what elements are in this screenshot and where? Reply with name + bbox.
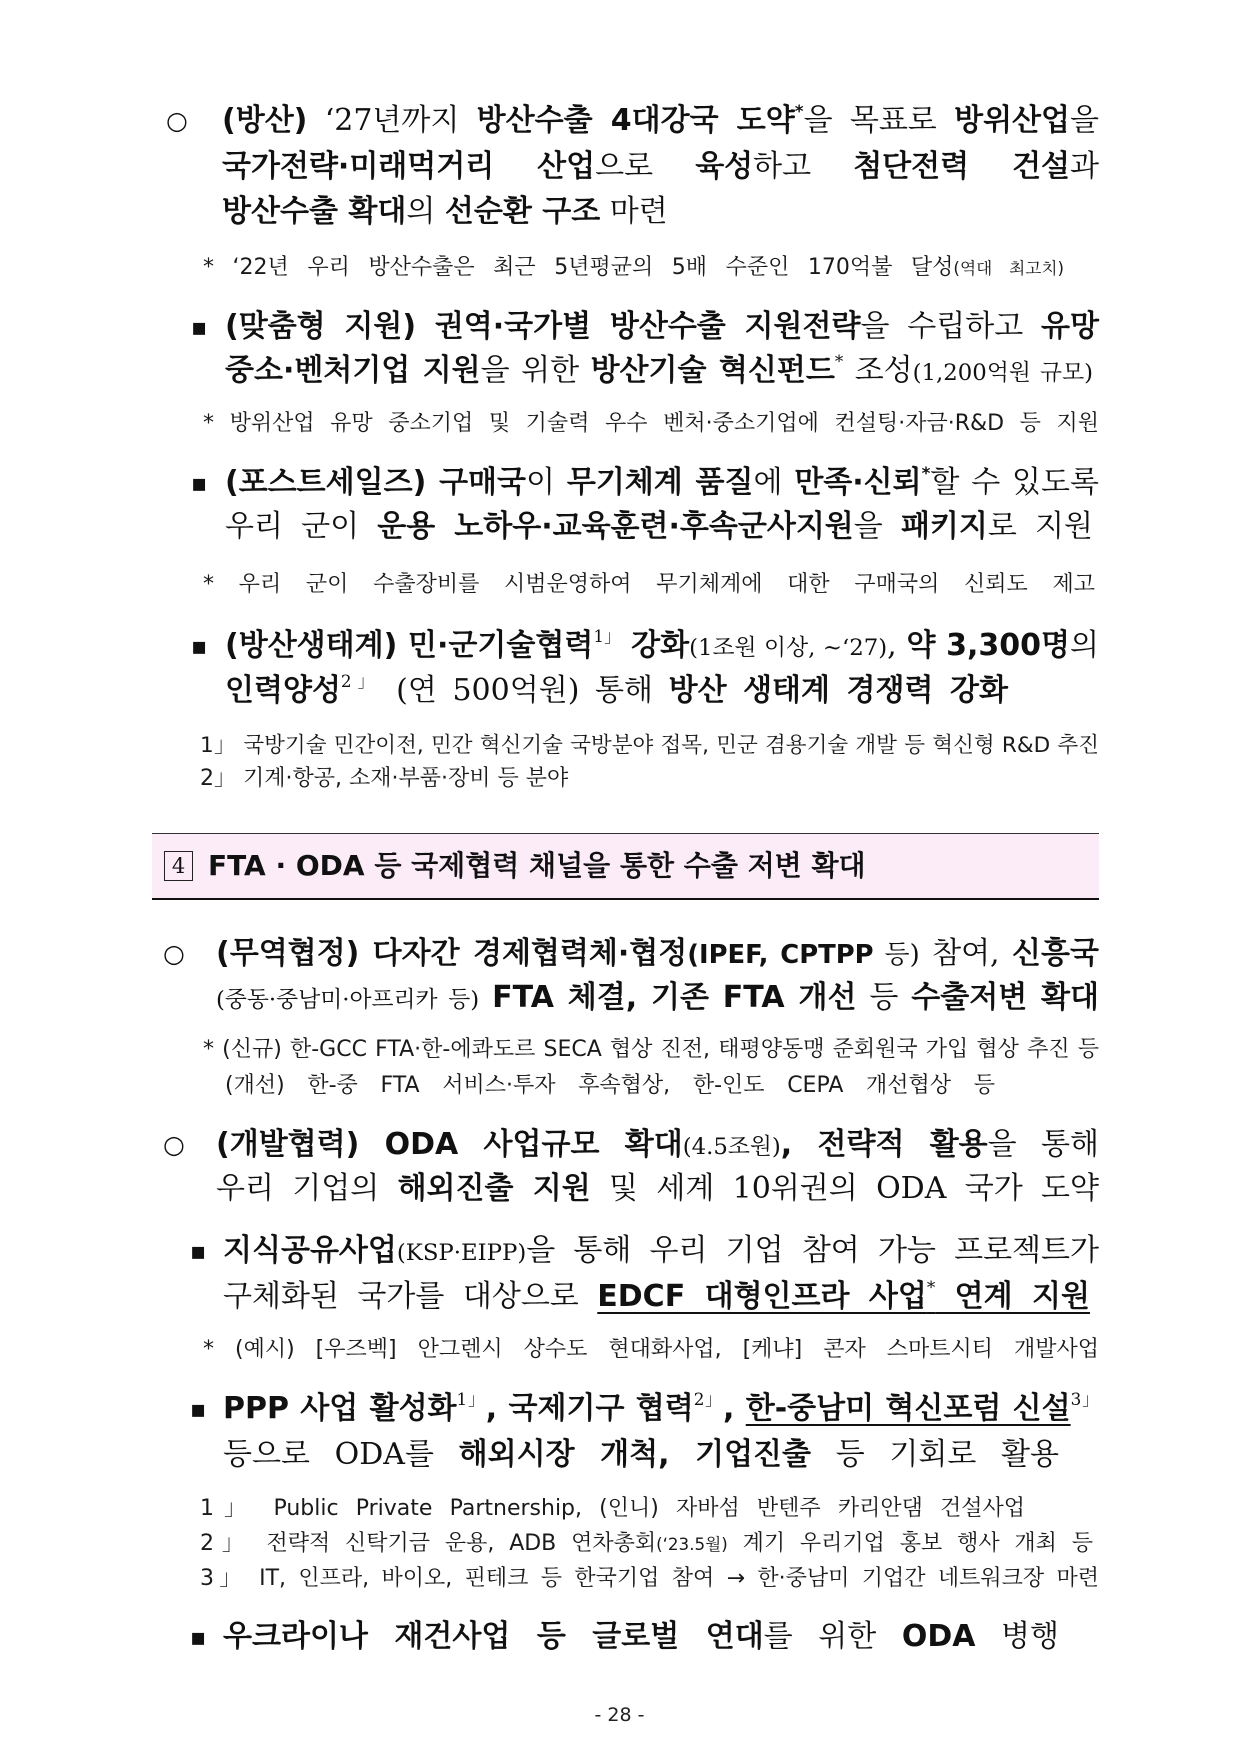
body-text: , [780, 1127, 818, 1162]
body-text: 하고 [753, 149, 854, 184]
note-line [203, 253, 1064, 283]
emphasis-text: 인력양성 [225, 673, 341, 708]
body-text: 구체화된 국가를 대상으로 [223, 1279, 598, 1314]
body-text: 을 수립하고 [860, 309, 1042, 344]
note-text: * 우리 군이 수출장비를 시범운영하여 무기체계에 대한 구매국의 신뢰도 제고 [203, 572, 1095, 597]
paragraph-line [222, 101, 1099, 144]
emphasis-text: (방산) [222, 103, 308, 138]
paragraph-line [223, 1435, 1059, 1475]
body-text: 을 [853, 509, 901, 544]
footnote-line [200, 1529, 1093, 1559]
body-text: , [485, 1391, 509, 1426]
square-bullet-icon: ▪ [191, 469, 208, 497]
body-text: 의 [1070, 628, 1099, 663]
emphasis-text: 민·군기술협력 [408, 628, 594, 663]
paragraph-line [223, 1617, 1059, 1657]
paragraph-line [222, 147, 1099, 187]
square-bullet-icon: ▪ [190, 1395, 207, 1423]
emphasis-text: 권역·국가별 방산수출 지원전략 [434, 309, 861, 344]
parenthetical-text: 등) [873, 940, 920, 970]
emphasis-text: (방산생태계) [225, 628, 409, 663]
body-text: 조성 [843, 353, 913, 388]
emphasis-text: 첨단전력 건설 [853, 149, 1071, 184]
body-text: 및 세계 10위권의 ODA 국가 도약 [590, 1171, 1099, 1206]
parenthetical-text: (IPEF, CPTPP [687, 940, 874, 970]
parenthetical-text: (1조원 이상, ~‘27) [689, 635, 888, 661]
footnote-text: 1」 Public Private Partnership, (인니) 자바섬 반텐주 카리안댐 건설사업 [200, 1496, 1025, 1521]
emphasis-text: 강화 [631, 628, 690, 663]
note-line [225, 1071, 995, 1101]
body-text: 의 [406, 194, 445, 229]
paragraph-line [223, 1277, 1090, 1320]
emphasis-text: 연계 지원 [935, 1279, 1091, 1314]
footnote-marker: 1」 [456, 1389, 486, 1410]
paragraph-line [225, 351, 1093, 394]
emphasis-text: 방위산업 [954, 103, 1071, 138]
paragraph-line [223, 1389, 1099, 1432]
parenthetical-text: (‘23.5월) [656, 1534, 728, 1554]
body-text: ‘27년까지 [307, 103, 477, 138]
page-number: - 28 - [594, 1704, 645, 1726]
paragraph-line [225, 307, 1099, 347]
body-text: 우리 기업의 [216, 1171, 398, 1206]
section-header [152, 833, 1099, 900]
note-line [203, 570, 1095, 600]
body-text: 으로 [595, 149, 696, 184]
footnote-marker: 1」 [593, 626, 622, 647]
footnote-marker: * [794, 101, 804, 122]
square-bullet-icon: ▪ [191, 632, 208, 660]
emphasis-text: 선순환 구조 [444, 194, 601, 229]
square-bullet-icon: ▪ [190, 1623, 207, 1651]
parenthetical-text: (KSP·EIPP) [396, 1240, 527, 1266]
body-text: 을 위한 [480, 353, 591, 388]
footnote-line [200, 1494, 1025, 1524]
emphasis-text: 운용 노하우·교육훈련·후속군사지원 [377, 509, 854, 544]
emphasis-text: 해외시장 개척, 기업진출 [458, 1437, 812, 1472]
emphasis-text: 지식공유사업 [223, 1233, 397, 1268]
emphasis-text: (포스트세일즈) [225, 465, 440, 500]
emphasis-text: 방산수출 4대강국 도약 [476, 103, 795, 138]
paragraph-line [216, 978, 1099, 1020]
circle-bullet-icon: ○ [166, 106, 188, 135]
note-text: (개선) 한-중 FTA 서비스·투자 후속협상, 한-인도 CEPA 개선협상 등 [225, 1073, 995, 1098]
emphasis-text: 무기체계 품질 [566, 465, 754, 500]
square-bullet-icon: ▪ [190, 1237, 207, 1265]
body-text: 로 지원 [987, 509, 1093, 544]
footnote-marker: 2」 [340, 671, 381, 692]
footnote-marker: * [834, 351, 844, 372]
paragraph-line [225, 463, 1099, 506]
paragraph-line [223, 1231, 1099, 1273]
footnote-marker: 2」 [693, 1389, 723, 1410]
body-text: 를 위한 [763, 1619, 902, 1654]
emphasis-text: (개발협력) ODA 사업규모 확대 [216, 1127, 683, 1162]
paragraph-line [222, 192, 1099, 232]
note-text: * ‘22년 우리 방산수출은 최근 5년평균의 5배 수준인 170억불 달성 [203, 255, 954, 280]
emphasis-text: 만족·신뢰 [794, 465, 922, 500]
emphasis-text: 패키지 [900, 509, 988, 544]
footnote-text: 계기 우리기업 홍보 행사 개최 등 [727, 1531, 1093, 1556]
body-text: , [722, 1391, 746, 1426]
emphasis-text: 약 3,300명 [906, 628, 1071, 663]
emphasis-text: PPP 사업 활성화 [223, 1391, 457, 1426]
emphasis-text: 수출저변 확대 [911, 980, 1100, 1015]
note-line [203, 1035, 1099, 1065]
note-text: * 방위산업 유망 중소기업 및 기술력 우수 벤처·중소기업에 컨설팅·자금·R&D 등 지원 [203, 411, 1099, 436]
footnote-text: 1」 국방기술 민간이전, 민간 혁신기술 국방분야 접목, 민군 겸용기술 개발 등 혁신형 R&D 추진 [200, 733, 1099, 758]
body-text: 등 [856, 980, 912, 1015]
emphasis-text: EDCF 대형인프라 사업 [597, 1279, 927, 1314]
paragraph-line [225, 671, 1008, 714]
emphasis-text: 구매국 [439, 465, 527, 500]
paragraph-line [216, 1125, 1099, 1167]
footnote-line [200, 764, 1099, 794]
parenthetical-text: (역대 최고치) [953, 258, 1064, 278]
body-text: 병행 [975, 1619, 1060, 1654]
emphasis-text: ODA [901, 1619, 976, 1654]
paragraph-line [216, 934, 1099, 975]
note-line [203, 1335, 1099, 1365]
emphasis-text: 육성 [695, 149, 754, 184]
parenthetical-text: (4.5조원) [682, 1134, 781, 1160]
body-text: 을 목표로 [803, 103, 955, 138]
footnote-marker: * [926, 1277, 936, 1298]
body-text: , [887, 628, 907, 663]
body-text: 이 [526, 465, 567, 500]
emphasis-text: 국가전략·미래먹거리 산업 [222, 149, 596, 184]
emphasis-text: 방산기술 혁신펀드 [590, 353, 835, 388]
emphasis-text: 우크라이나 재건사업 등 글로벌 연대 [223, 1619, 764, 1654]
note-text: * (예시) [우즈벡] 안그렌시 상수도 현대화사업, [케냐] 콘자 스마트시티 개발사업 [203, 1337, 1099, 1362]
emphasis-text: 방산 생태계 경쟁력 강화 [668, 673, 1008, 708]
paragraph-line [225, 507, 1093, 547]
emphasis-text: (무역협정) 다자간 경제협력체·협정 [216, 936, 688, 971]
emphasis-text: 신흥국 [1012, 936, 1099, 971]
note-line [203, 409, 1099, 439]
footnote-line [200, 1564, 1099, 1594]
emphasis-text: (맞춤형 지원) [225, 309, 435, 344]
footnote-marker: 3」 [1070, 1389, 1099, 1410]
parenthetical-text: (1,200억원 규모) [912, 360, 1093, 386]
footnote-text: 2」 기계·항공, 소재·부품·장비 등 분야 [200, 766, 569, 791]
body-text: 과 [1070, 149, 1100, 184]
footnote-text: 3」 IT, 인프라, 바이오, 핀테크 등 한국기업 참여 → 한·중남미 기업간 네트워크장 마련 [200, 1566, 1099, 1591]
note-text: * (신규) 한-GCC FTA·한-에콰도르 SECA 협상 진전, 태평양동맹 준회원국 가입 협상 추진 등 [203, 1037, 1099, 1062]
body-text: 을 [1070, 103, 1099, 138]
section-title: FTA · ODA 등 국제협력 채널을 통한 수출 저변 확대 [208, 849, 866, 882]
circle-bullet-icon: ○ [163, 939, 185, 968]
body-text: 등으로 ODA를 [223, 1437, 459, 1472]
paragraph-line [216, 1169, 1099, 1209]
emphasis-text: 해외진출 지원 [397, 1171, 591, 1206]
emphasis-text: 한-중남미 혁신포럼 신설 [745, 1391, 1071, 1426]
body-text: 을 통해 우리 기업 참여 가능 프로젝트가 [526, 1233, 1099, 1268]
emphasis-text: 국제기구 협력 [508, 1391, 694, 1426]
emphasis-text: 중소·벤처기업 지원 [225, 353, 481, 388]
body-text: 을 통해 [987, 1127, 1099, 1162]
body-text [621, 628, 631, 663]
body-text [479, 980, 492, 1015]
emphasis-text: 방산수출 확대 [222, 194, 407, 229]
footnote-text: 2」 전략적 신탁기금 운용, ADB 연차총회 [200, 1531, 657, 1556]
circle-bullet-icon: ○ [163, 1130, 185, 1159]
square-bullet-icon: ▪ [191, 313, 208, 341]
emphasis-text: 전략적 활용 [817, 1127, 988, 1162]
body-text: 할 수 있도록 [930, 465, 1099, 500]
underlined-phrase [597, 1279, 1090, 1314]
section-number-box: 4 [164, 851, 193, 881]
body-text: 우리 군이 [225, 509, 378, 544]
body-text: (연 500억원) 통해 [380, 673, 669, 708]
emphasis-text: 유망 [1041, 309, 1099, 344]
body-text: 에 [753, 465, 795, 500]
emphasis-text: FTA 체결, 기존 FTA 개선 [492, 980, 857, 1015]
body-text: 참여, [919, 936, 1013, 971]
footnote-line [200, 731, 1099, 761]
body-text: 등 기회로 활용 [811, 1437, 1059, 1472]
paragraph-line [225, 626, 1099, 669]
parenthetical-text: (중동·중남미·아프리카 등) [216, 987, 480, 1013]
body-text: 마련 [600, 194, 668, 229]
footnote-marker: * [921, 463, 931, 484]
